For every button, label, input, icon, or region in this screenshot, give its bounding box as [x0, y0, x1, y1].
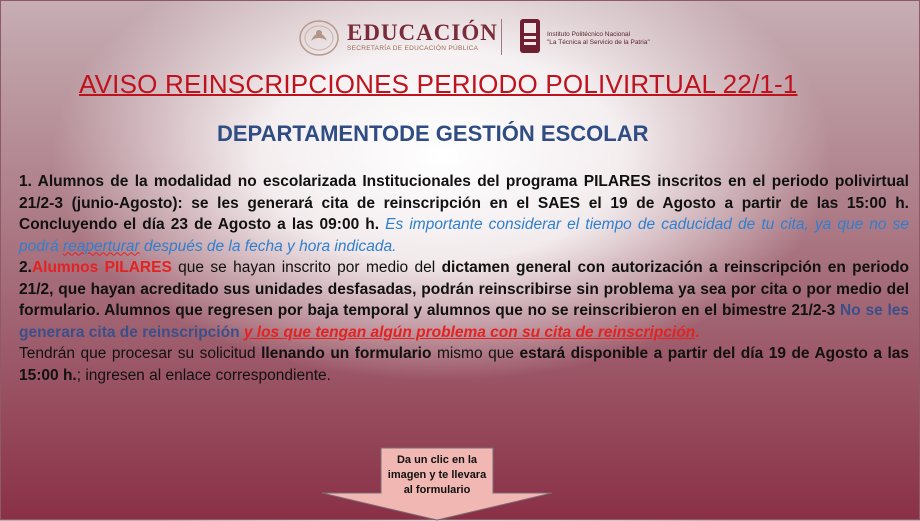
notice-title: AVISO REINSCRIPCIONES PERIODO POLIVIRTUAL 22/1-1: [79, 69, 798, 99]
arrow-label: Da un clic en la imagen y te llevara al formulario: [387, 454, 487, 496]
p2-end: .: [695, 323, 700, 341]
ipn-wordmark: [547, 31, 650, 47]
p3-text-3: ; ingresen al enlace correspondiente.: [76, 366, 331, 384]
p1-note-a: Es importante considerar el tiempo de caducidad de tu cita, ya que no se podrá: [19, 216, 909, 255]
sep-subtitle: SECRETARÍA DE EDUCACIÓN PÚBLICA: [347, 45, 479, 52]
p3-text-2: mismo que: [436, 345, 514, 362]
sep-eagle-seal-icon: [297, 19, 341, 57]
p2-text-1: que se hayan inscrito por medio del: [178, 259, 436, 276]
p3-bold-2: estará disponible a partir del día 19 de Agosto a las 15:00 h.: [19, 345, 910, 384]
p2-red-lead: Alumnos PILARES: [31, 259, 172, 276]
logo-divider: [501, 19, 502, 55]
p2-navy: No se les generara cita de reinscripción: [19, 302, 910, 341]
p3-text-1: Tendrán que procesar su solicitud: [19, 345, 256, 362]
notice-body: [19, 171, 909, 386]
p3-bold-1: llenando un formulario: [261, 345, 432, 362]
p1-main: 1. Alumnos de la modalidad no escolarizada Institucionales del programa PILARES inscritos en el periodo polivirtual 21/2-3 (junio-Agosto): se les generará cita de reinscripción en el SAES el 19 de Agosto a partir de las 15:00 h. Concluyendo el día 23 de Agosto a las 09:00 h.: [19, 173, 909, 233]
paragraph-3: [19, 343, 909, 386]
p2-num: 2.: [19, 259, 32, 276]
p2-red-italic: y los que tengan algún problema con su cita de reinscripción: [243, 323, 696, 341]
paragraph-1: [19, 171, 909, 257]
form-link-arrow[interactable]: [321, 447, 553, 521]
ipn-name: Instituto Politécnico Nacional: [547, 31, 631, 38]
ipn-emblem-icon: [517, 17, 543, 55]
ipn-motto: "La Técnica al Servicio de la Patria": [547, 39, 650, 46]
sep-wordmark: [347, 21, 498, 52]
paragraph-2: [19, 257, 909, 343]
p1-note-word: reaperturar: [62, 237, 140, 255]
p1-note-b: después de la fecha y hora indicada.: [143, 237, 397, 255]
p2-bold-1: dictamen general con autorización a reinscripción en periodo 21/2, que hayan acreditado sus unidades desfasadas, podrán reinscribirse sin problema ya sea por cita o por medio del formulario. Alumnos que regresen por baja temporal y alumnos que no se reinscribieron en el bimestre 21/2-3: [19, 259, 910, 319]
sep-title: EDUCACIÓN: [347, 20, 498, 45]
department-subtitle: DEPARTAMENTODE GESTIÓN ESCOLAR: [217, 121, 649, 146]
